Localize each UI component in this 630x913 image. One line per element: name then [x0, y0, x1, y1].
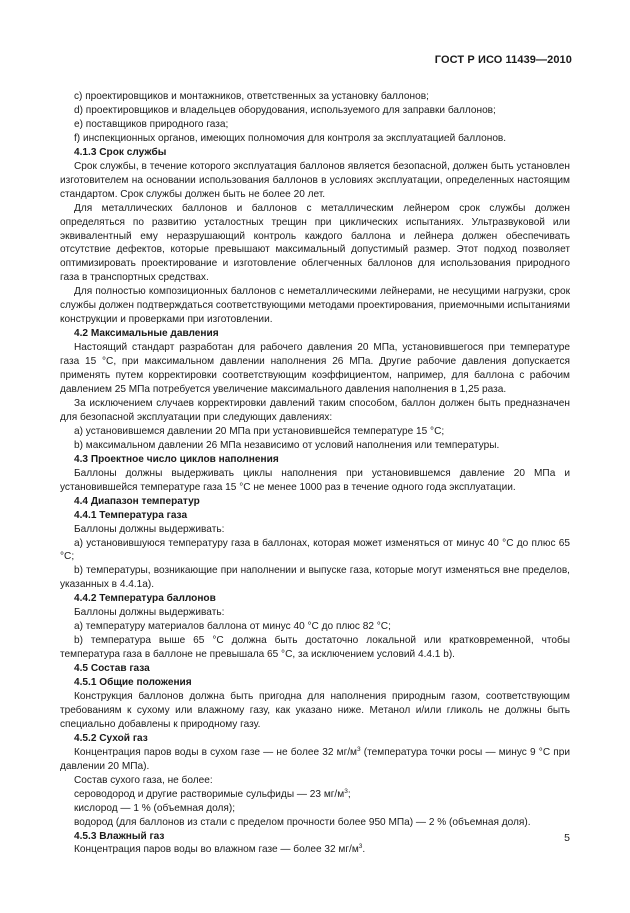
paragraph-4-2-2: За исключением случаев корректировки давлений таким способом, баллон должен быть предназначен для безопасной эксплуатации при следующих давлениях: [60, 397, 570, 423]
list-item-4-2-a: a) установившемся давлении 20 МПа при установившейся температуре 15 °С; [74, 425, 445, 437]
heading-4-3: 4.3 Проектное число циклов наполнения [74, 453, 279, 465]
list-item-4-4-1-a: a) установившуюся температуру газа в баллонах, которая может изменяться от минус 40 °С до плюс 65 °С; [60, 537, 570, 563]
heading-4-2: 4.2 Максимальные давления [74, 328, 219, 340]
paragraph-4-5-2-4: кислород — 1 % (объемная доля); [74, 802, 236, 814]
list-item-d: d) проектировщиков и владельцев оборудования, используемого для заправки баллонов; [74, 104, 496, 116]
paragraph-4-2-1: Настоящий стандарт разработан для рабочего давления 20 МПа, установившегося при температуре газа 15 °С, при максимальном давлении наполнения 26 МПа. Другие рабочие давления допускается применять путем корректировки соответствующим коэффициентом, например, для баллона с рабочим давлением 25 МПа потребуется увеличение максимального давления наполнения в 1,25 раза. [60, 342, 570, 396]
list-item-4-4-2-b: b) температура выше 65 °С должна быть достаточно локальной или кратковременной, чтобы температура газа в баллоне не превышала 65 °С, за исключением условий 4.4.1 b). [60, 635, 570, 661]
text-run: сероводород и другие растворимые сульфиды — 23 мг/м [74, 788, 345, 800]
paragraph-4-5-2-5: водород (для баллонов из стали с пределом прочности более 950 МПа) — 2 % (объемная доля). [74, 816, 531, 828]
paragraph-4-5-1: Конструкция баллонов должна быть пригодна для наполнения природным газом, соответствующим требованиям к сухому или влажному газу, как указано ниже. Метанол и/или гликоль не должны быть специально добавлены к природному газу. [60, 690, 570, 730]
standard-header: ГОСТ Р ИСО 11439—2010 [434, 54, 572, 66]
paragraph-4-5-3 [60, 843, 570, 857]
list-item-4-2-b: b) максимальном давлении 26 МПа независимо от условий наполнения или температуры. [74, 439, 500, 451]
paragraph-4-4-1: Баллоны должны выдерживать: [74, 523, 225, 535]
heading-4-5: 4.5 Состав газа [74, 663, 150, 675]
paragraph-4-1-3-1: Срок службы, в течение которого эксплуатация баллонов является безопасной, должен быть установлен изготовителем на основании использования баллонов в условиях эксплуатации, определенных настоящим стандартом. Срок службы должен быть не более 20 лет. [60, 160, 570, 200]
document-body [60, 90, 570, 857]
paragraph-4-3: Баллоны должны выдерживать циклы наполнения при установившемся давление 20 МПа и установившейся температуре газа 15 °С не менее 1000 раз в течение одного года эксплуатации. [60, 467, 570, 493]
page-number: 5 [564, 832, 570, 844]
text-run: (температура точки росы — минус 9 °С при давлении 20 МПа). [60, 746, 571, 772]
text-run: Концентрация паров воды во влажном газе — более 32 мг/м [74, 844, 359, 856]
heading-4-5-1: 4.5.1 Общие положения [74, 677, 192, 689]
paragraph-4-5-2-2: Состав сухого газа, не более: [74, 774, 213, 786]
heading-4-4-2: 4.4.2 Температура баллонов [74, 593, 216, 605]
paragraph-4-4-2: Баллоны должны выдерживать: [74, 607, 225, 619]
heading-4-4-1: 4.4.1 Температура газа [74, 509, 188, 521]
paragraph-4-1-3-2: Для металлических баллонов и баллонов с металлическим лейнером срок службы должен определяться по развитию усталостных трещин при циклических испытаниях. Ультразвуковой или эквивалентный ему неразрушающий контроль каждого баллона и лейнера должен обеспечивать отсутствие дефектов, которые превышают максимальный допустимый размер. Этот подход позволяет оптимизировать проектирование и изготовление облегченных баллонов для использования природного газа в транспортных средствах. [60, 202, 570, 284]
superscript: 3 [344, 787, 348, 795]
list-item-c: c) проектировщиков и монтажников, ответственных за установку баллонов; [74, 91, 429, 102]
paragraph-4-5-2-3 [60, 788, 570, 802]
heading-4-4: 4.4 Диапазон температур [74, 495, 200, 507]
heading-4-5-3: 4.5.3 Влажный газ [74, 830, 165, 842]
heading-4-1-3: 4.1.3 Срок службы [74, 146, 167, 158]
list-item-4-4-1-b: b) температуры, возникающие при наполнении и выпуске газа, которые могут изменяться вне пределов, указанных в 4.4.1а). [60, 565, 570, 591]
heading-4-5-2: 4.5.2 Сухой газ [74, 732, 148, 744]
list-item-e: e) поставщиков природного газа; [74, 118, 229, 130]
paragraph-4-1-3-3: Для полностью композиционных баллонов с неметаллическими лейнерами, не несущими нагрузки, срок службы должен подтверждаться соответствующими методами проектирования, приемочными испытаниями конструкции и проверками при изготовлении. [60, 286, 570, 326]
superscript: 3 [357, 745, 361, 753]
paragraph-4-5-2-1 [60, 746, 570, 774]
list-item-4-4-2-a: a) температуру материалов баллона от минус 40 °С до плюс 82 °С; [74, 621, 391, 633]
text-run: ; [347, 788, 351, 800]
superscript: 3 [358, 843, 363, 851]
list-item-f: f) инспекционных органов, имеющих полномочия для контроля за эксплуатацией баллонов. [74, 132, 507, 144]
text-run: Концентрация паров воды в сухом газе — не более 32 мг/м [74, 746, 357, 758]
text-run: . [362, 844, 366, 856]
